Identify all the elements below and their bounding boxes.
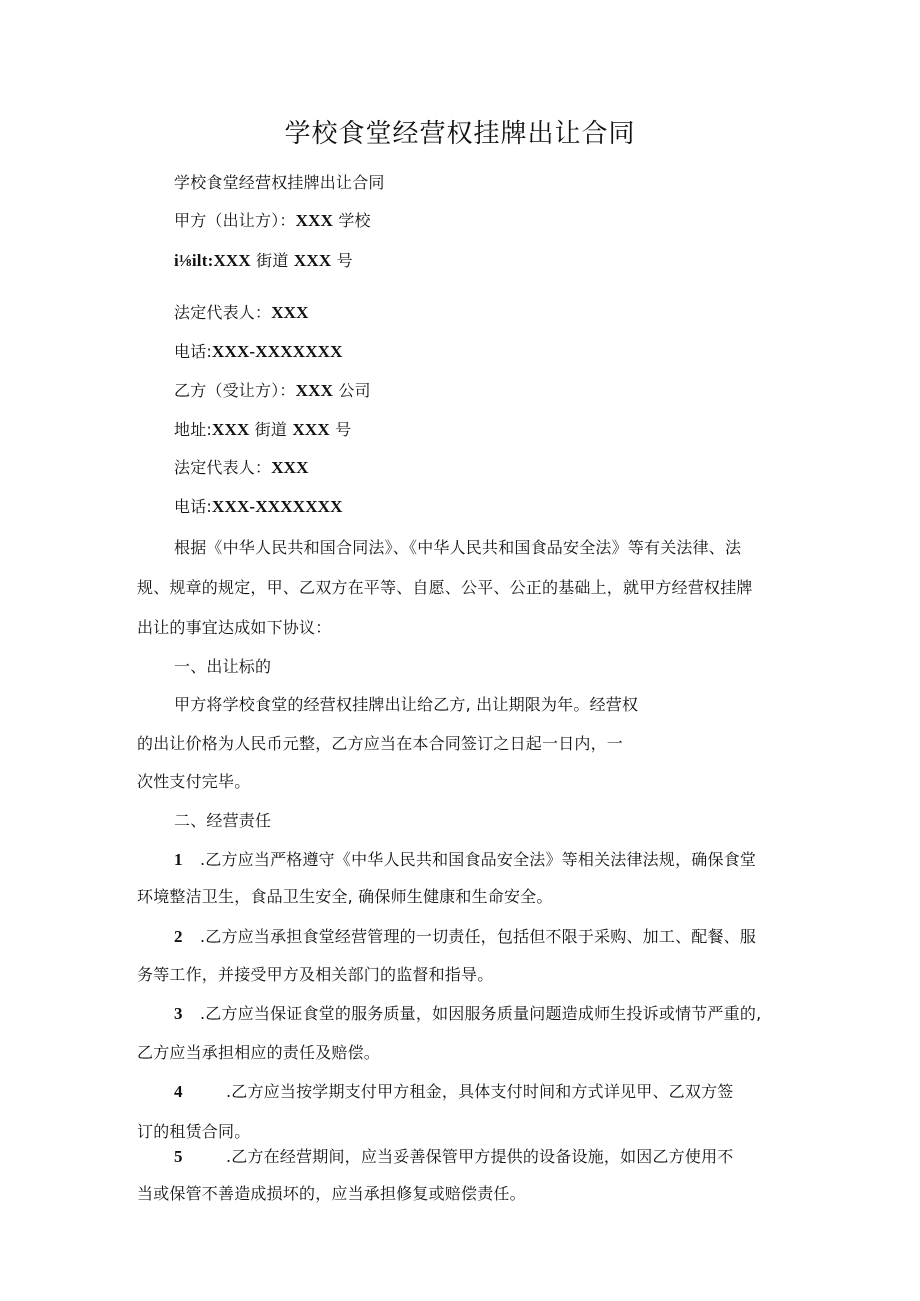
clause-number: 5	[174, 1147, 183, 1166]
clause-text: .乙方应当保证食堂的服务质量，如因服务质量问题造成师生投诉或情节严重的,	[200, 1004, 762, 1023]
section-line: 甲方将学校食堂的经营权挂牌出让给乙方, 出让期限为年。经营权	[174, 695, 639, 714]
clause-line	[174, 1146, 734, 1168]
preamble-line: 规、规章的规定，甲、乙双方在平等、自愿、公平、公正的基础上，就甲方经营权挂牌	[137, 578, 753, 597]
clause-line	[174, 1003, 761, 1025]
clause-line: 订的租赁合同。	[137, 1122, 251, 1141]
party-b-rep-line	[174, 457, 309, 479]
party-a-phone-label: 电话:	[174, 342, 212, 361]
party-b-address-prefix: XXX	[212, 420, 250, 439]
party-a-address-prefix: i⅛ilt:XXX	[174, 251, 251, 270]
party-b-address-suffix: 号	[335, 420, 352, 439]
party-b-label: 乙方（受让方）：	[174, 381, 296, 400]
party-b-name-suffix: 公司	[338, 381, 371, 400]
clause-number: 3	[174, 1004, 183, 1023]
party-a-rep-label: 法定代表人：	[174, 303, 272, 322]
party-b-address-number: XXX	[292, 420, 330, 439]
party-b-rep-label: 法定代表人：	[174, 458, 272, 477]
clause-line: 环境整洁卫生，食品卫生安全, 确保师生健康和生命安全。	[137, 887, 553, 906]
clause-number: 4	[174, 1082, 183, 1101]
party-b-rep-value: XXX	[271, 458, 309, 477]
clause-line: 当或保管不善造成损坏的，应当承担修复或赔偿责任。	[137, 1184, 526, 1203]
party-a-address-suffix: 号	[336, 251, 353, 270]
clause-line	[174, 926, 756, 948]
party-b-phone-value: XXX-XXXXXXX	[212, 497, 343, 516]
party-b-line	[174, 380, 371, 402]
party-a-name: XXX	[295, 211, 334, 230]
preamble-line: 根据《中华人民共和国合同法》、《中华人民共和国食品安全法》等有关法律、法	[174, 538, 742, 557]
document-subtitle: 学校食堂经营权挂牌出让合同	[174, 173, 385, 192]
clause-text: .乙方应当严格遵守《中华人民共和国食品安全法》等相关法律法规，确保食堂	[200, 850, 757, 869]
clause-number: 1	[174, 850, 183, 869]
party-b-phone-line	[174, 496, 343, 518]
clause-line: 乙方应当承担相应的责任及赔偿。	[137, 1043, 381, 1062]
party-b-address-street: 街道	[254, 420, 288, 439]
party-b-phone-label: 电话:	[174, 497, 212, 516]
party-a-address-line	[174, 250, 353, 272]
clause-text: .乙方应当按学期支付甲方租金，具体支付时间和方式详见甲、乙双方签	[226, 1082, 734, 1101]
party-a-rep-value: XXX	[271, 303, 309, 322]
section-heading: 一、出让标的	[174, 657, 272, 676]
section-line: 的出让价格为人民币元整，乙方应当在本合同签订之日起一日内，一	[137, 734, 624, 753]
party-b-name: XXX	[295, 381, 334, 400]
section-heading: 二、经营责任	[174, 811, 272, 830]
party-a-rep-line	[174, 302, 309, 324]
party-b-address-line	[174, 419, 351, 441]
clause-text: .乙方在经营期间，应当妥善保管甲方提供的设备设施，如因乙方使用不	[226, 1147, 734, 1166]
party-a-label: 甲方（出让方）：	[174, 211, 296, 230]
clause-number: 2	[174, 927, 183, 946]
clause-text: .乙方应当承担食堂经营管理的一切责任，包括但不限于采购、加工、配餐、服	[200, 927, 757, 946]
party-a-address-street: 街道	[256, 251, 289, 270]
preamble-line: 出让的事宜达成如下协议：	[137, 618, 332, 637]
party-a-name-suffix: 学校	[338, 211, 371, 230]
party-b-address-label: 地址:	[174, 420, 212, 439]
party-a-address-number: XXX	[293, 251, 332, 270]
party-a-phone-line	[174, 341, 343, 363]
party-a-phone-value: XXX-XXXXXXX	[212, 342, 343, 361]
clause-line	[174, 849, 756, 871]
clause-line: 务等工作，并接受甲方及相关部门的监督和指导。	[137, 965, 494, 984]
section-line: 次性支付完毕。	[137, 772, 251, 791]
document-title: 学校食堂经营权挂牌出让合同	[284, 119, 636, 149]
party-a-line	[174, 210, 371, 232]
clause-line	[174, 1081, 734, 1103]
